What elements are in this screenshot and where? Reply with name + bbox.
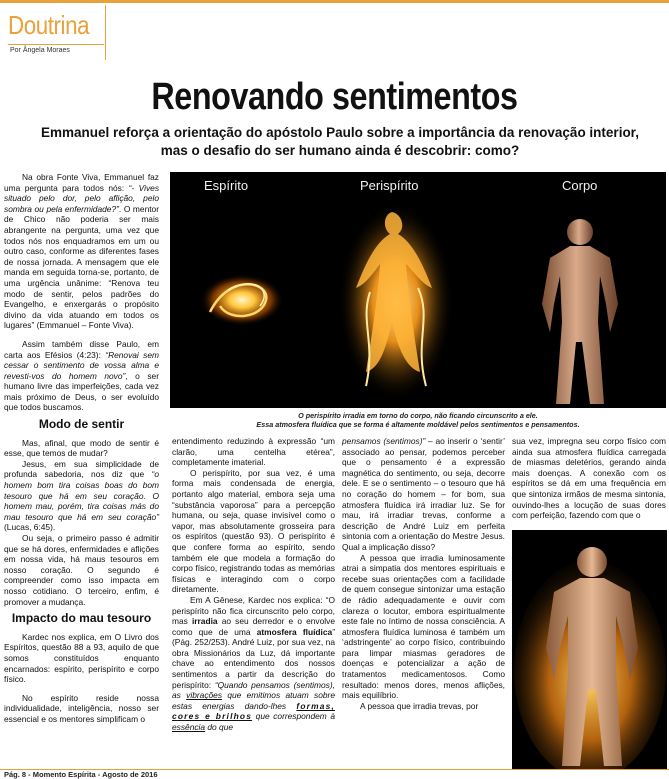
paragraph: Ou seja, o primeiro passo é admitir que se há dores, enfermidades e aflições em nossa vida, há maus tesouros em nosso coração. O segundo é compreender como isso impacta em nosso cotidiano. O terceiro, enfim, é promover a mudança. bbox=[4, 533, 159, 607]
image-caption: O perispírito irradia em torno do corpo, não ficando circunscrito a ele. Essa atmosfera fluídica que se forma é altamente moldável pelos sentimentos e pensamentos. bbox=[256, 411, 580, 429]
paragraph: Na obra Fonte Viva, Emmanuel faz uma pergunta para todos nós: “- Vives situado pelo dor, pelo aflição, pelo sombra ou pela enfermidade?”. O mentor de Chico não poderia ser mais abrangente na pergunta, uma vez que todos nós nos enquadramos em um ou outro caso, conforme as diferentes fases de nossa jornada. A mensagem que ele manda em seguida torna-se, portanto, de uma urgência unânime: “Renova teu modo de sentir, pelos padrões do Evangelho, e enxergarás o propósito divino da vida atuando em todos os lugares” (Emmanuel – Fonte Viva). bbox=[4, 172, 160, 331]
paragraph: O perispírito, por sua vez, é uma forma mais condensada de energia, portanto algo material, embora seja uma “substância vaporosa” para a percepção humana, ou seja, quase invisível como o vapor, mas absolutamente grosseira para os espíritos (questão 93). O perispírito é que confere forma ao espírito, sendo também ele que modela a formação do corpo físico, registrando todas as memórias físicas e interagindo com o corpo diretamente. bbox=[172, 467, 335, 595]
headline: Renovando sentimentos bbox=[151, 76, 518, 118]
page-footer: Pág. 8 - Momento Espírita - Agosto de 2016 bbox=[4, 770, 158, 779]
paragraph: Em A Gênese, Kardec nos explica: “O perispírito não fica circunscrito pelo corpo, mas irradia ao seu derredor e o envolve como que de uma atmosfera fluídica” (Pág. 252/253). André Luiz, por sua vez, na obra Missionários da Luz, dá importante chave ao entendimento dos nossos sentimentos a partir da descrição do perispírito: “Quando pensamos (sentimos), as vibrações que emitimos atuam sobre estas energias dando-lhes formas, cores e brilhos que correspondem à essência do que bbox=[172, 594, 335, 733]
paragraph: A pessoa que irradia trevas, por bbox=[360, 700, 479, 711]
label-perispirito: Perispírito bbox=[360, 178, 419, 193]
header-rule bbox=[0, 0, 669, 3]
body-figure bbox=[542, 246, 618, 404]
label-espirito: Espírito bbox=[204, 178, 249, 193]
body-head bbox=[577, 547, 607, 577]
column-3 bbox=[342, 436, 505, 711]
author-byline: Por Ângela Moraes bbox=[10, 47, 70, 54]
subheadline bbox=[40, 124, 640, 160]
column-4 bbox=[512, 436, 666, 521]
subheading-modo-de-sentir: Modo de sentir bbox=[38, 417, 125, 432]
glowing-body-image bbox=[512, 530, 667, 770]
column-2 bbox=[172, 436, 335, 733]
subhead-line-2: mas o desafio do ser humano ainda é descobrir: como? bbox=[160, 143, 520, 158]
paragraph: sua vez, impregna seu corpo físico com ainda sua atmosfera fluídica carregada de miasmas deletérios, gerando ainda mais doenças. A conexão com os espíritos se dá em uma frequência em que sintoniza irmãos de mesma sintonia, ouvindo-lhes a locução de suas dores com perfeição, fazendo com que o bbox=[512, 436, 666, 521]
body-head bbox=[567, 219, 593, 245]
paragraph: Assim também disse Paulo, em carta aos Efésios (4:23): “Renovai sem cessar o sentimento de vossa alma e revesti-vos do homem novo”, o ser humano livre das imperfeições, cada vez mais próximo de Deus, o ser evoluído que todos buscamos. bbox=[4, 338, 159, 413]
paragraph: No espírito reside nossa individualidade, inteligência, nosso ser essencial e os mentores simplificam o bbox=[4, 692, 159, 724]
spirit-glow bbox=[200, 274, 284, 326]
paragraph: pensamos (sentimos)” – ao inserir o ‘sentir’ associado ao pensar, podemos perceber que o pensamento é a expressão magnética do sentimento, ou seja, decorre dele. E se o sentimento – o tesouro que há no coração do homem – for bom, sua atmosfera fluídica irá irradiar luz. Se for mau, irá irradiar trevas, conforme a descrição de André Luiz em perfeita sintonia com a orientação do Mestre Jesus. Qual a implicação disso? bbox=[342, 436, 505, 552]
section-title: Doutrina bbox=[8, 10, 90, 40]
paragraph: Mas, afinal, que modo de sentir é esse, que temos de mudar? bbox=[4, 437, 159, 459]
subheading-impacto: Impacto do mau tesouro bbox=[11, 611, 152, 626]
subhead-line-1: Emmanuel reforça a orientação do apóstolo Paulo sobre a importância da renovação interior, bbox=[41, 125, 639, 140]
paragraph: A pessoa que irradia luminosamente atrai a simpatia dos mentores espirituais e recebe suas orientações com a facilidade de quem consegue sintonizar uma estação de rádio adequadamente e ouvir com clareza o locutor, embora espiritualmente este fale no íntimo de nossa consciência. A atmosfera fluídica luminosa é também um ‘adstringente’ ao corpo físico, contribuindo para limpar miasmas geradores de doenças e potencializar a ação de tratamentos medicamentosos. Como resultado: menos dores, menos aflições, mais equilíbrio. bbox=[342, 552, 505, 701]
paragraph: entendimento reduzindo à expressão “um clarão, uma centelha etérea”, completamente imaterial. bbox=[172, 436, 335, 468]
illustration bbox=[170, 172, 666, 408]
illustration bbox=[512, 530, 667, 770]
paragraph: Jesus, em sua simplicidade de profunda sabedoria, nos diz que “o homem bom tira coisas boas do bom tesouro que há em seu coração. O homem mau, porém, tira coisas más do mau tesouro que há em seu coração” (Lucas, 6:45). bbox=[4, 458, 159, 533]
paragraph: Kardec nos explica, em O Livro dos Espíritos, questão 88 a 93, aquilo de que somos constituídos enquanto encarnados: espírito, perispírito e corpo físico. bbox=[4, 631, 159, 685]
section-underline bbox=[8, 44, 104, 45]
spirit-perispirit-body-image bbox=[170, 172, 666, 408]
column-1 bbox=[4, 172, 159, 725]
label-corpo: Corpo bbox=[562, 178, 598, 193]
